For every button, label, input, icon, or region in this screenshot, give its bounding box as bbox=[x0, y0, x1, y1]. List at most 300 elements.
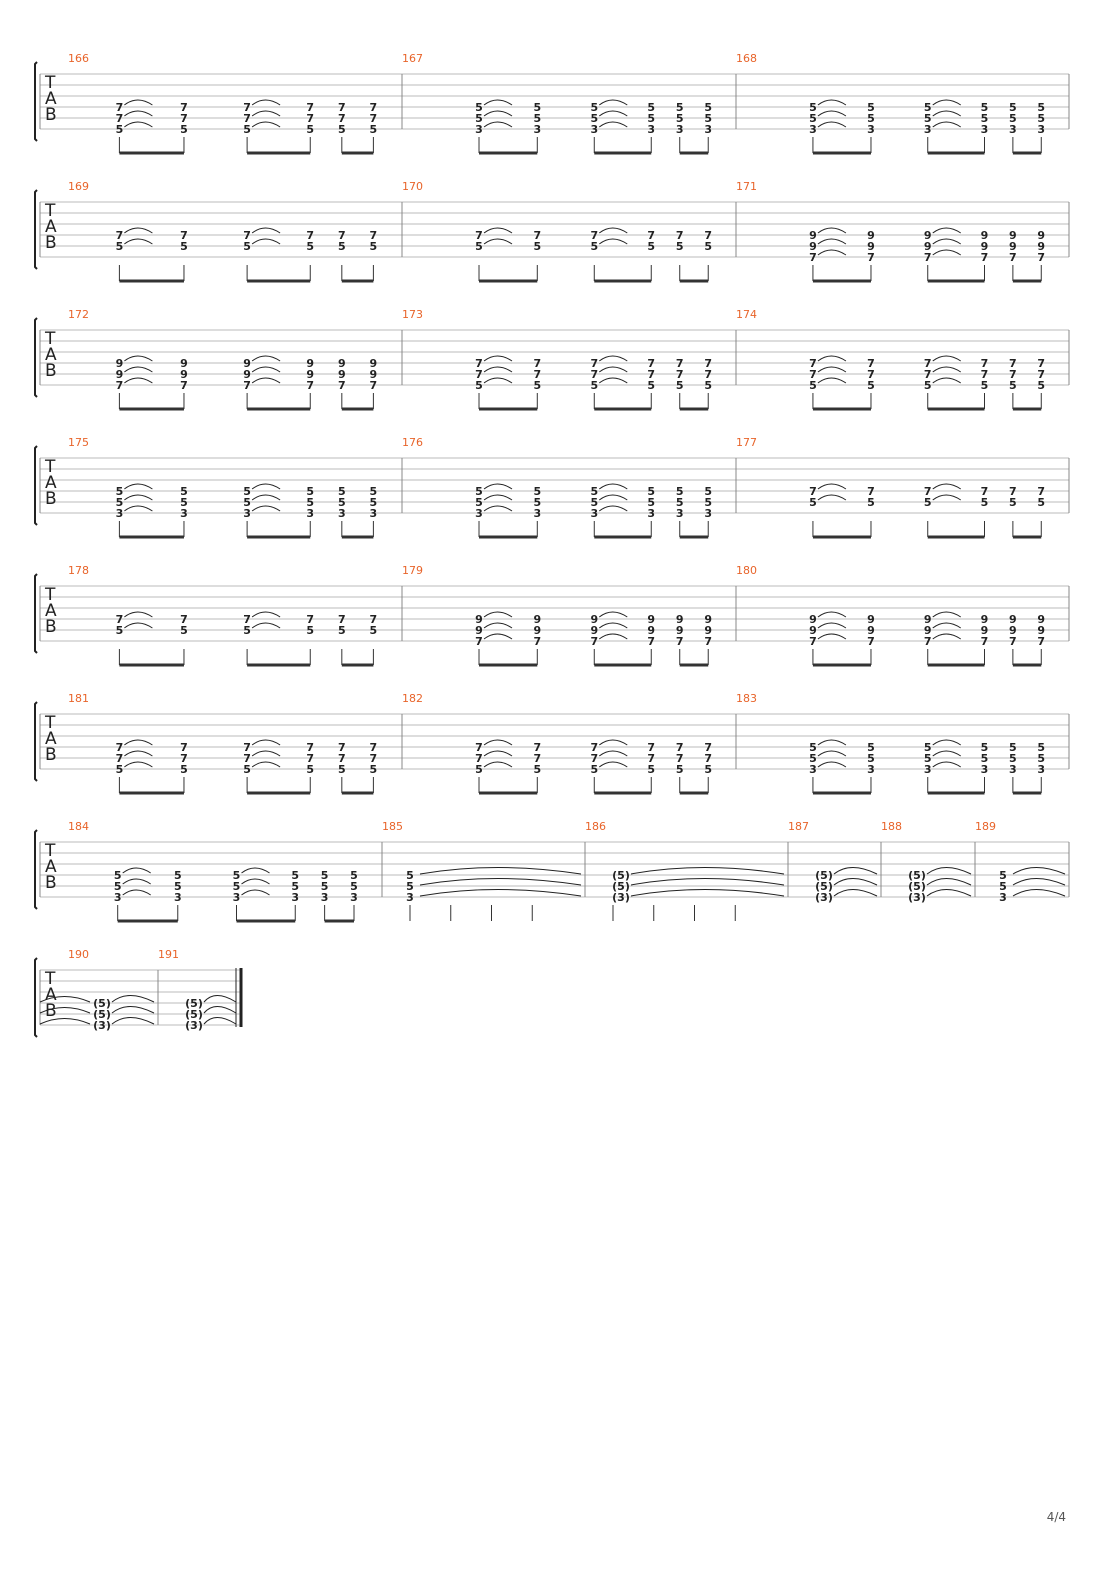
fret-number: 5 bbox=[337, 123, 346, 136]
system-bracket bbox=[35, 446, 37, 525]
tie-arc bbox=[599, 122, 627, 127]
fret-number: 7 bbox=[675, 635, 684, 648]
fret-number: 5 bbox=[980, 752, 989, 765]
fret-number: 5 bbox=[475, 379, 483, 392]
fret-number: 7 bbox=[1037, 485, 1046, 498]
tab-clef-letter: B bbox=[45, 745, 57, 765]
fret-number: 5 bbox=[306, 624, 315, 637]
fret-number: 9 bbox=[809, 624, 817, 637]
tie-arc bbox=[818, 356, 846, 361]
fret-number: 9 bbox=[980, 613, 989, 626]
tie-arc bbox=[818, 111, 846, 116]
tie-arc bbox=[599, 378, 627, 383]
fret-number: 7 bbox=[475, 357, 483, 370]
fret-number: (5) bbox=[93, 997, 111, 1010]
fret-number: 7 bbox=[1009, 251, 1017, 264]
fret-number: 9 bbox=[1037, 240, 1046, 253]
tie-arc bbox=[484, 495, 512, 500]
tie-arc bbox=[123, 879, 151, 884]
fret-number: 7 bbox=[180, 741, 188, 754]
fret-number: 5 bbox=[867, 496, 875, 509]
tab-clef-letter: B bbox=[45, 489, 57, 509]
measure-number: 172 bbox=[68, 308, 89, 321]
fret-number: 7 bbox=[647, 357, 656, 370]
tab-clef-letter: T bbox=[45, 585, 56, 605]
tie-arc bbox=[818, 250, 846, 255]
fret-number: (5) bbox=[908, 880, 926, 893]
fret-number: 5 bbox=[675, 485, 684, 498]
tie-arc bbox=[818, 100, 846, 105]
fret-number: 7 bbox=[243, 613, 251, 626]
measure-number: 169 bbox=[68, 180, 89, 193]
tie-arc bbox=[933, 623, 961, 628]
fret-number: 7 bbox=[369, 112, 378, 125]
fret-number: 9 bbox=[1009, 229, 1017, 242]
fret-number: 5 bbox=[647, 101, 656, 114]
fret-number: 5 bbox=[337, 240, 346, 253]
fret-number: 5 bbox=[533, 763, 542, 776]
tie-arc bbox=[252, 356, 280, 361]
tie-arc bbox=[252, 228, 280, 233]
measure-number: 182 bbox=[402, 692, 423, 705]
fret-number: 5 bbox=[923, 752, 932, 765]
tie-arc bbox=[599, 495, 627, 500]
fret-number: 5 bbox=[173, 880, 182, 893]
fret-number: 5 bbox=[980, 741, 989, 754]
fret-number: 3 bbox=[675, 123, 684, 136]
fret-number: 5 bbox=[306, 123, 315, 136]
fret-number: 7 bbox=[704, 368, 713, 381]
tie-arc bbox=[112, 1007, 154, 1014]
fret-number: 3 bbox=[243, 507, 251, 520]
fret-number: 3 bbox=[406, 891, 414, 904]
tab-clef-letter: A bbox=[45, 985, 57, 1005]
fret-number: 7 bbox=[533, 741, 542, 754]
fret-number: 5 bbox=[533, 240, 542, 253]
tie-arc bbox=[933, 367, 961, 372]
fret-number: 5 bbox=[115, 624, 124, 637]
tie-arc bbox=[252, 762, 280, 767]
tie-arc bbox=[933, 239, 961, 244]
fret-number: 9 bbox=[647, 624, 656, 637]
fret-number: 7 bbox=[923, 635, 932, 648]
fret-number: 7 bbox=[369, 229, 378, 242]
fret-number: 5 bbox=[590, 485, 599, 498]
fret-number: 7 bbox=[867, 368, 875, 381]
tie-arc bbox=[818, 367, 846, 372]
fret-number: 5 bbox=[475, 101, 483, 114]
tie-arc bbox=[599, 623, 627, 628]
tie-arc bbox=[484, 356, 512, 361]
fret-number: 7 bbox=[590, 635, 599, 648]
fret-number: 5 bbox=[369, 240, 378, 253]
tie-arc bbox=[124, 506, 152, 511]
tie-arc bbox=[933, 378, 961, 383]
fret-number: (5) bbox=[612, 880, 630, 893]
fret-number: 5 bbox=[306, 496, 315, 509]
fret-number: 9 bbox=[867, 240, 875, 253]
fret-number: 5 bbox=[369, 763, 378, 776]
fret-number: 3 bbox=[533, 123, 542, 136]
fret-number: 3 bbox=[173, 891, 182, 904]
fret-number: 5 bbox=[590, 496, 599, 509]
fret-number: 5 bbox=[306, 240, 315, 253]
system-bracket bbox=[35, 318, 37, 397]
fret-number: 7 bbox=[923, 357, 932, 370]
fret-number: 3 bbox=[980, 763, 989, 776]
fret-number: 3 bbox=[180, 507, 188, 520]
fret-number: 5 bbox=[1037, 752, 1046, 765]
fret-number: 7 bbox=[180, 112, 188, 125]
fret-number: 5 bbox=[675, 112, 684, 125]
fret-number: 5 bbox=[647, 496, 656, 509]
fret-number: 3 bbox=[337, 507, 346, 520]
tie-arc bbox=[484, 228, 512, 233]
fret-number: 7 bbox=[369, 379, 378, 392]
fret-number: 5 bbox=[1009, 379, 1017, 392]
fret-number: 5 bbox=[306, 485, 315, 498]
tie-arc bbox=[124, 100, 152, 105]
tie-arc bbox=[252, 623, 280, 628]
tie-arc bbox=[599, 634, 627, 639]
tab-clef-letter: T bbox=[45, 201, 56, 221]
measure-number: 190 bbox=[68, 948, 89, 961]
tie-arc bbox=[252, 111, 280, 116]
fret-number: 9 bbox=[115, 357, 124, 370]
tie-arc bbox=[933, 122, 961, 127]
fret-number: 5 bbox=[923, 112, 932, 125]
fret-number: 5 bbox=[675, 101, 684, 114]
tie-arc bbox=[124, 740, 152, 745]
tie-arc bbox=[1013, 879, 1065, 886]
system-bracket bbox=[35, 190, 37, 269]
fret-number: 5 bbox=[1037, 112, 1046, 125]
fret-number: 5 bbox=[647, 379, 656, 392]
fret-number: 9 bbox=[704, 613, 713, 626]
fret-number: 5 bbox=[369, 624, 378, 637]
tie-arc bbox=[252, 367, 280, 372]
fret-number: 9 bbox=[923, 613, 932, 626]
fret-number: 5 bbox=[675, 496, 684, 509]
fret-number: 5 bbox=[475, 112, 483, 125]
fret-number: 7 bbox=[590, 357, 599, 370]
fret-number: 7 bbox=[704, 635, 713, 648]
tie-arc bbox=[933, 740, 961, 745]
tie-arc bbox=[124, 122, 152, 127]
fret-number: 5 bbox=[1037, 101, 1046, 114]
fret-number: (3) bbox=[815, 891, 833, 904]
fret-number: 5 bbox=[590, 763, 599, 776]
fret-number: (5) bbox=[612, 869, 630, 882]
fret-number: 5 bbox=[475, 763, 483, 776]
tie-arc bbox=[818, 484, 846, 489]
measure-number: 173 bbox=[402, 308, 423, 321]
fret-number: 5 bbox=[647, 763, 656, 776]
tab-clef-letter: T bbox=[45, 713, 56, 733]
fret-number: 5 bbox=[113, 880, 122, 893]
tab-clef-letter: T bbox=[45, 73, 56, 93]
tie-arc bbox=[631, 879, 784, 886]
tie-arc bbox=[484, 100, 512, 105]
tie-arc bbox=[252, 751, 280, 756]
fret-number: 7 bbox=[867, 485, 875, 498]
fret-number: 9 bbox=[923, 624, 932, 637]
fret-number: 9 bbox=[306, 357, 315, 370]
tie-arc bbox=[124, 623, 152, 628]
fret-number: 9 bbox=[1037, 624, 1046, 637]
fret-number: 9 bbox=[1037, 229, 1046, 242]
fret-number: 7 bbox=[533, 357, 542, 370]
system-bracket bbox=[35, 574, 37, 653]
fret-number: 5 bbox=[1037, 741, 1046, 754]
fret-number: 3 bbox=[291, 891, 300, 904]
tie-arc bbox=[484, 623, 512, 628]
tab-clef-letter: B bbox=[45, 1001, 57, 1021]
fret-number: 7 bbox=[1009, 635, 1017, 648]
fret-number: 7 bbox=[180, 101, 188, 114]
measure-number: 183 bbox=[736, 692, 757, 705]
fret-number: 5 bbox=[533, 485, 542, 498]
fret-number: 5 bbox=[180, 485, 188, 498]
fret-number: 5 bbox=[1009, 101, 1017, 114]
fret-number: 5 bbox=[704, 379, 713, 392]
fret-number: (3) bbox=[185, 1019, 203, 1032]
tie-arc bbox=[124, 751, 152, 756]
measure-number: 191 bbox=[158, 948, 179, 961]
fret-number: 9 bbox=[1009, 240, 1017, 253]
measure-number: 178 bbox=[68, 564, 89, 577]
fret-number: 3 bbox=[533, 507, 542, 520]
fret-number: 7 bbox=[1009, 485, 1017, 498]
fret-number: 5 bbox=[809, 112, 817, 125]
fret-number: 5 bbox=[675, 240, 684, 253]
fret-number: 5 bbox=[1009, 112, 1017, 125]
fret-number: 5 bbox=[180, 123, 188, 136]
fret-number: 5 bbox=[533, 379, 542, 392]
fret-number: 7 bbox=[647, 229, 656, 242]
fret-number: 3 bbox=[369, 507, 378, 520]
tie-arc bbox=[599, 239, 627, 244]
measure-number: 170 bbox=[402, 180, 423, 193]
tie-arc bbox=[252, 612, 280, 617]
fret-number: 5 bbox=[923, 741, 932, 754]
system-bracket bbox=[35, 958, 37, 1037]
fret-number: 5 bbox=[475, 240, 483, 253]
fret-number: 5 bbox=[980, 379, 989, 392]
fret-number: 5 bbox=[867, 112, 875, 125]
fret-number: 3 bbox=[867, 123, 875, 136]
tie-arc bbox=[818, 623, 846, 628]
fret-number: 7 bbox=[115, 741, 124, 754]
fret-number: 5 bbox=[115, 496, 124, 509]
fret-number: 5 bbox=[704, 112, 713, 125]
fret-number: 3 bbox=[350, 891, 358, 904]
tab-clef-letter: T bbox=[45, 969, 56, 989]
fret-number: 3 bbox=[647, 123, 656, 136]
fret-number: 7 bbox=[923, 368, 932, 381]
fret-number: 7 bbox=[675, 752, 684, 765]
fret-number: 9 bbox=[809, 240, 817, 253]
fret-number: 5 bbox=[999, 869, 1007, 882]
tie-arc bbox=[484, 378, 512, 383]
fret-number: 7 bbox=[590, 741, 599, 754]
tie-arc bbox=[420, 879, 581, 886]
tie-arc bbox=[933, 495, 961, 500]
tie-arc bbox=[599, 111, 627, 116]
tab-clef-letter: T bbox=[45, 841, 56, 861]
fret-number: 5 bbox=[867, 741, 875, 754]
tie-arc bbox=[484, 751, 512, 756]
fret-number: 5 bbox=[533, 101, 542, 114]
fret-number: 5 bbox=[243, 240, 251, 253]
fret-number: 5 bbox=[337, 624, 346, 637]
fret-number: 5 bbox=[406, 880, 414, 893]
tie-arc bbox=[818, 228, 846, 233]
fret-number: 5 bbox=[306, 763, 315, 776]
tie-arc bbox=[252, 239, 280, 244]
fret-number: 7 bbox=[115, 229, 124, 242]
fret-number: 9 bbox=[369, 357, 378, 370]
tie-arc bbox=[484, 111, 512, 116]
fret-number: 7 bbox=[590, 752, 599, 765]
measure-number: 189 bbox=[975, 820, 996, 833]
fret-number: 7 bbox=[180, 229, 188, 242]
fret-number: 5 bbox=[647, 485, 656, 498]
tie-arc bbox=[252, 495, 280, 500]
fret-number: 7 bbox=[980, 357, 989, 370]
tie-arc bbox=[242, 890, 270, 895]
tie-arc bbox=[1013, 868, 1065, 875]
tie-arc bbox=[599, 356, 627, 361]
fret-number: (3) bbox=[93, 1019, 111, 1032]
fret-number: 7 bbox=[306, 379, 315, 392]
tie-arc bbox=[420, 868, 581, 875]
tie-arc bbox=[484, 122, 512, 127]
fret-number: 5 bbox=[369, 123, 378, 136]
fret-number: 7 bbox=[923, 251, 932, 264]
fret-number: 5 bbox=[232, 880, 241, 893]
fret-number: 7 bbox=[1009, 357, 1017, 370]
tie-arc bbox=[933, 751, 961, 756]
fret-number: 7 bbox=[306, 112, 315, 125]
measure-number: 166 bbox=[68, 52, 89, 65]
tie-arc bbox=[834, 868, 877, 875]
page-number: 4/4 bbox=[1046, 1510, 1066, 1524]
fret-number: 5 bbox=[180, 240, 188, 253]
fret-number: 5 bbox=[980, 112, 989, 125]
tie-arc bbox=[484, 634, 512, 639]
tie-arc bbox=[112, 996, 154, 1003]
tie-arc bbox=[933, 762, 961, 767]
tie-arc bbox=[484, 484, 512, 489]
tie-arc bbox=[252, 378, 280, 383]
fret-number: 9 bbox=[475, 613, 483, 626]
tie-arc bbox=[204, 1018, 236, 1025]
fret-number: (5) bbox=[815, 880, 833, 893]
fret-number: 7 bbox=[867, 251, 875, 264]
fret-number: 5 bbox=[533, 112, 542, 125]
measure-number: 167 bbox=[402, 52, 423, 65]
fret-number: 5 bbox=[867, 752, 875, 765]
fret-number: 7 bbox=[337, 101, 346, 114]
fret-number: 5 bbox=[1037, 379, 1046, 392]
fret-number: 5 bbox=[115, 240, 124, 253]
tie-arc bbox=[599, 506, 627, 511]
tie-arc bbox=[818, 378, 846, 383]
fret-number: 9 bbox=[980, 229, 989, 242]
fret-number: 5 bbox=[704, 496, 713, 509]
fret-number: 5 bbox=[867, 101, 875, 114]
fret-number: 3 bbox=[867, 763, 875, 776]
fret-number: 7 bbox=[704, 229, 713, 242]
tie-arc bbox=[933, 100, 961, 105]
fret-number: 9 bbox=[243, 357, 251, 370]
measure-number: 181 bbox=[68, 692, 89, 705]
tie-arc bbox=[927, 890, 971, 897]
fret-number: 7 bbox=[115, 379, 124, 392]
tie-arc bbox=[252, 100, 280, 105]
fret-number: 9 bbox=[675, 624, 684, 637]
tie-arc bbox=[484, 762, 512, 767]
fret-number: 5 bbox=[243, 123, 251, 136]
tie-arc bbox=[242, 879, 270, 884]
fret-number: 3 bbox=[809, 123, 817, 136]
tab-clef-letter: T bbox=[45, 329, 56, 349]
tie-arc bbox=[484, 367, 512, 372]
tie-arc bbox=[933, 484, 961, 489]
fret-number: 9 bbox=[1009, 613, 1017, 626]
fret-number: 3 bbox=[923, 123, 932, 136]
fret-number: (3) bbox=[612, 891, 630, 904]
fret-number: 5 bbox=[350, 880, 358, 893]
fret-number: 5 bbox=[173, 869, 182, 882]
fret-number: 7 bbox=[243, 379, 251, 392]
measure-number: 179 bbox=[402, 564, 423, 577]
fret-number: 7 bbox=[647, 368, 656, 381]
fret-number: 7 bbox=[243, 112, 251, 125]
fret-number: (5) bbox=[93, 1008, 111, 1021]
tie-arc bbox=[631, 868, 784, 875]
fret-number: 7 bbox=[704, 741, 713, 754]
fret-number: 7 bbox=[475, 229, 483, 242]
fret-number: 9 bbox=[1037, 613, 1046, 626]
tie-arc bbox=[933, 111, 961, 116]
tie-arc bbox=[599, 228, 627, 233]
tie-arc bbox=[818, 495, 846, 500]
fret-number: 5 bbox=[180, 496, 188, 509]
fret-number: 5 bbox=[115, 485, 124, 498]
fret-number: 3 bbox=[1009, 763, 1017, 776]
fret-number: 9 bbox=[115, 368, 124, 381]
fret-number: 3 bbox=[675, 507, 684, 520]
fret-number: 5 bbox=[704, 485, 713, 498]
fret-number: (5) bbox=[908, 869, 926, 882]
fret-number: 5 bbox=[369, 485, 378, 498]
fret-number: 7 bbox=[369, 101, 378, 114]
measure-number: 168 bbox=[736, 52, 757, 65]
tie-arc bbox=[124, 228, 152, 233]
tie-arc bbox=[252, 506, 280, 511]
fret-number: 5 bbox=[980, 496, 989, 509]
fret-number: 7 bbox=[704, 752, 713, 765]
fret-number: 9 bbox=[923, 240, 932, 253]
fret-number: 7 bbox=[533, 752, 542, 765]
measure-number: 186 bbox=[585, 820, 606, 833]
tie-arc bbox=[242, 868, 270, 873]
measure-number: 175 bbox=[68, 436, 89, 449]
fret-number: 3 bbox=[1009, 123, 1017, 136]
fret-number: 9 bbox=[369, 368, 378, 381]
